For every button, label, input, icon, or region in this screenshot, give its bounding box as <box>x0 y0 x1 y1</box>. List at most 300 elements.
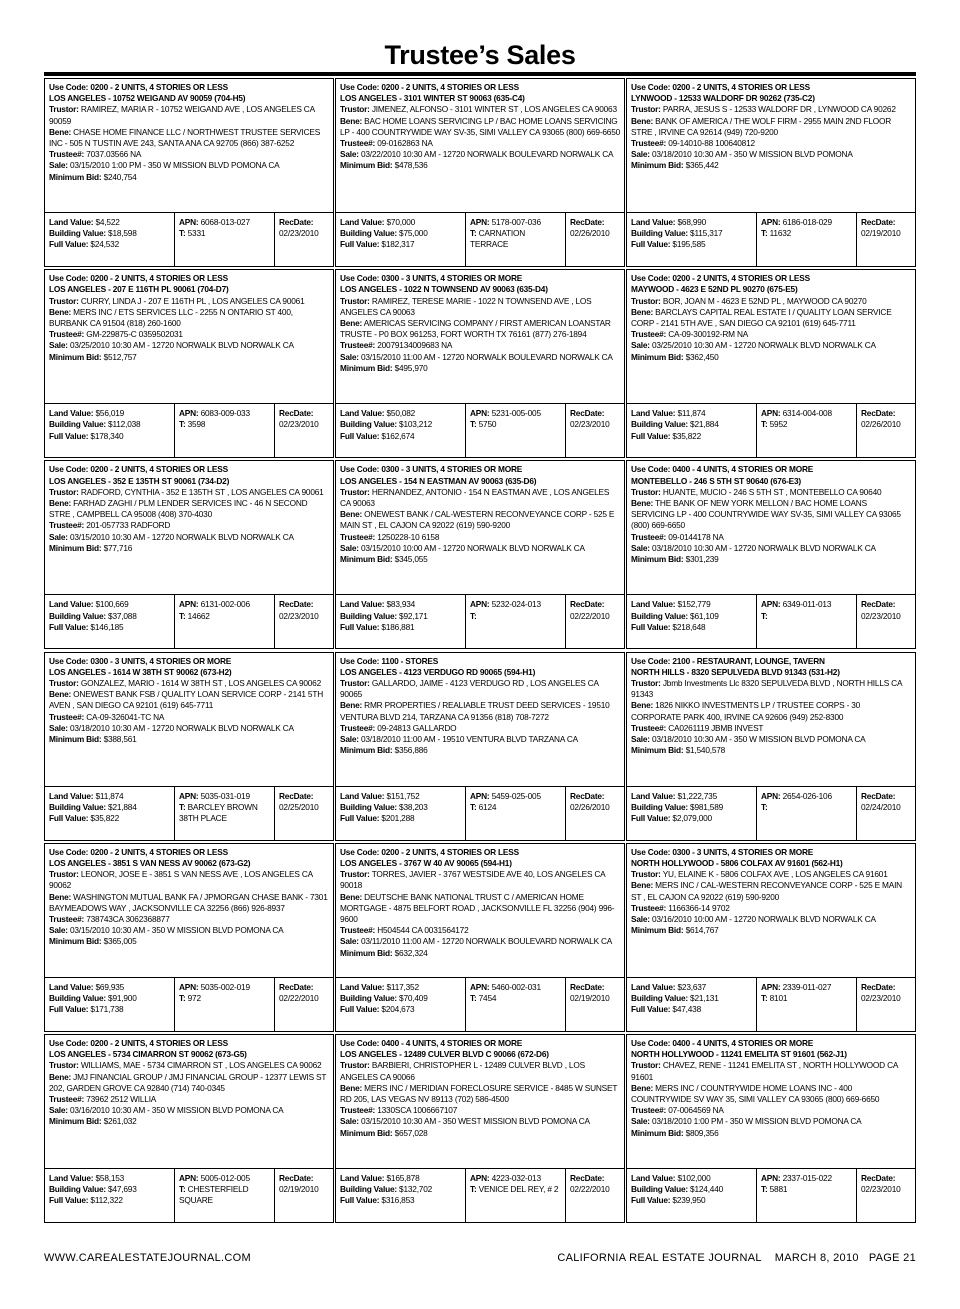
full-value-label: Full Value: <box>49 812 89 823</box>
tract-label: T: <box>761 801 768 812</box>
apn-cell <box>756 595 856 648</box>
trustee-number-value: 07-0064569 NA <box>668 1105 724 1116</box>
apn-label: APN: <box>179 790 199 801</box>
beneficiary <box>631 1083 912 1105</box>
beneficiary <box>49 307 330 329</box>
recdate-cell <box>856 787 915 840</box>
land-value-label: Land Value: <box>631 217 676 227</box>
land-value-value: $11,874 <box>677 408 706 419</box>
sale-info-value: 03/18/2010 11:00 AM - 19510 VENTURA BLVD TARZANA CA <box>360 733 578 744</box>
trustor-value: HERNANDEZ, ANTONIO - 154 N EASTMAN AVE , LOS ANGELES CA 90063 <box>340 486 610 508</box>
full-value-value: $204,673 <box>381 1004 415 1015</box>
minimum-bid <box>49 352 330 363</box>
recdate-value: 02/23/2010 <box>570 419 610 430</box>
trustee-number <box>49 712 330 723</box>
land-value <box>631 217 753 228</box>
building-value-label: Building Value: <box>340 610 397 621</box>
trustor <box>49 296 330 307</box>
apn-value: 5178-007-036 <box>491 217 541 227</box>
value-cell <box>45 404 174 457</box>
beneficiary <box>340 892 621 926</box>
use-code <box>631 847 912 858</box>
recdate-label: RecDate: <box>279 217 314 227</box>
recdate-cell <box>856 978 915 1031</box>
trustor <box>631 104 912 115</box>
record-details <box>45 844 333 977</box>
apn <box>470 791 562 802</box>
apn <box>179 791 271 802</box>
tract-label: T: <box>179 419 186 430</box>
trustor <box>340 1060 621 1082</box>
property-location-value: LOS ANGELES - 1614 W 38TH ST 90062 (673-H2) <box>49 666 232 677</box>
land-value <box>340 217 462 228</box>
building-value-value: $132,702 <box>399 1184 433 1195</box>
recdate-label: RecDate: <box>861 790 896 801</box>
property-location-value: LOS ANGELES - 5734 CIMARRON ST 90062 (673-G5) <box>49 1049 247 1060</box>
property-location <box>340 858 621 869</box>
land-value-value: $68,990 <box>677 217 707 227</box>
apn-label: APN: <box>761 981 781 992</box>
trustor-value: RAMIREZ, MARIA R - 10752 WEIGAND AVE , LOS ANGELES CA 90059 <box>49 104 315 126</box>
tract-value: 972 <box>187 992 201 1003</box>
land-value-value: $165,878 <box>386 1172 420 1183</box>
trustee-number-value: GM-229875-C 0359502031 <box>86 329 183 340</box>
trustee-number-value: 20079134009683 NA <box>377 340 453 351</box>
tract-label: T: <box>470 1184 477 1195</box>
use-code <box>340 656 621 667</box>
tract-label: T: <box>179 610 186 621</box>
recdate-value: 02/19/2010 <box>279 1184 319 1195</box>
use-code-value: Use Code: 1100 - STORES <box>340 655 439 666</box>
property-location <box>49 667 330 678</box>
building-value-value: $70,409 <box>399 992 428 1003</box>
value-cell <box>336 404 465 457</box>
apn-value: 5459-025-005 <box>491 790 541 801</box>
apn <box>761 599 853 610</box>
apn-cell <box>174 404 274 457</box>
apn-cell <box>465 1169 565 1222</box>
tract-value: 5881 <box>769 1184 788 1195</box>
trustor-label: Trustor: <box>631 295 661 306</box>
sale-info-label: Sale: <box>49 340 68 351</box>
minimum-bid <box>631 1128 912 1139</box>
trustor-value: GALLARDO, JAIME - 4123 VERDUGO RD , LOS ANGELES CA 90065 <box>340 677 599 700</box>
sale-info <box>49 925 330 936</box>
recdate-label: RecDate: <box>861 599 896 610</box>
trustee-number-value: 1166366-14 9702 <box>668 902 730 913</box>
beneficiary-label: Bene: <box>631 306 654 317</box>
recdate-label: RecDate: <box>570 599 605 610</box>
full-value-label: Full Value: <box>631 239 671 250</box>
minimum-bid-value: $388,561 <box>103 733 137 744</box>
full-value-label: Full Value: <box>631 1195 671 1206</box>
recdate-value: 02/22/2010 <box>279 992 319 1003</box>
building-value-label: Building Value: <box>340 228 397 239</box>
land-value-label: Land Value: <box>49 1172 94 1183</box>
minimum-bid-label: Minimum Bid: <box>631 554 684 564</box>
trustee-number-label: Trustee#: <box>631 138 667 149</box>
tract <box>179 1184 271 1206</box>
sale-info-label: Sale: <box>340 542 359 553</box>
apn-cell <box>756 404 856 457</box>
apn <box>470 217 562 228</box>
trustor-label: Trustor: <box>631 104 661 115</box>
building-value-value: $21,131 <box>690 992 719 1003</box>
minimum-bid <box>631 160 912 171</box>
beneficiary-value: FARHAD ZAGHI / PLM LENDER SERVICES INC - 46 N SECOND STRE , CAMPBELL CA 95008 (408) 370-4030 <box>49 497 308 520</box>
minimum-bid-value: $240,754 <box>103 171 137 182</box>
trustor-value: BOR, JOAN M - 4623 E 52ND PL , MAYWOOD CA 90270 <box>662 295 867 306</box>
tract-value: 3598 <box>187 419 206 430</box>
beneficiary-label: Bene: <box>340 891 363 902</box>
tract-label: T: <box>470 610 477 621</box>
apn-label: APN: <box>179 599 199 610</box>
trustor-value: RADFORD, CYNTHIA - 352 E 135TH ST , LOS ANGELES CA 90061 <box>80 486 324 497</box>
tract-label: T: <box>179 1184 186 1195</box>
building-value-label: Building Value: <box>340 801 397 812</box>
recdate-cell <box>565 787 624 840</box>
minimum-bid <box>49 936 330 947</box>
trustor <box>49 1060 330 1071</box>
property-location <box>631 93 912 104</box>
building-value-label: Building Value: <box>49 419 106 430</box>
property-location <box>340 667 621 678</box>
trustee-number-label: Trustee#: <box>340 531 376 542</box>
building-value-value: $38,203 <box>399 801 428 812</box>
property-location <box>631 667 912 678</box>
sale-info-label: Sale: <box>631 913 650 924</box>
use-code <box>340 82 621 93</box>
beneficiary-label: Bene: <box>631 700 654 711</box>
apn-value: 2654-026-106 <box>782 790 832 801</box>
land-value <box>631 408 753 419</box>
property-location-value: LYNWOOD - 12533 WALDORF DR 90262 (735-C2) <box>631 93 815 104</box>
value-cell <box>627 404 756 457</box>
apn <box>470 982 562 993</box>
trustor <box>49 678 330 689</box>
record-details <box>627 653 915 786</box>
building-value-value: $75,000 <box>399 228 428 239</box>
trustor-label: Trustor: <box>631 1060 661 1071</box>
building-value-label: Building Value: <box>631 228 688 239</box>
recdate-value: 02/23/2010 <box>279 419 319 430</box>
trustee-number-value: 09-0162863 NA <box>377 138 433 149</box>
use-code-value: Use Code: 0200 - 2 UNITS, 4 STORIES OR LESS <box>49 273 228 284</box>
use-code-value: Use Code: 0200 - 2 UNITS, 4 STORIES OR LESS <box>49 82 228 92</box>
beneficiary-value: ONEWEST BANK / CAL-WESTERN RECONVEYANCE CORP - 525 E MAIN ST , EL CAJON CA 92022 (619) 590-9200 <box>340 509 615 531</box>
apn-value: 5460-002-031 <box>491 981 541 992</box>
trustee-number <box>631 532 912 543</box>
beneficiary <box>340 116 621 138</box>
beneficiary-value: DEUTSCHE BANK NATIONAL TRUST C / AMERICAN HOME MORTGAGE - 4875 BELFORT ROAD , JACKSONVILLE FL 32256 (904) 996-9600 <box>340 891 615 924</box>
tract-value: 6124 <box>478 801 497 812</box>
trustor <box>49 487 330 498</box>
tract <box>761 802 853 813</box>
tract-label: T: <box>470 992 477 1003</box>
trustee-sale-record <box>335 269 625 458</box>
land-value-label: Land Value: <box>340 1172 385 1183</box>
building-value <box>340 419 462 430</box>
land-value-label: Land Value: <box>49 981 94 992</box>
use-code <box>631 656 912 667</box>
full-value-label: Full Value: <box>49 621 89 632</box>
record-values-footer <box>627 977 915 1031</box>
minimum-bid-label: Minimum Bid: <box>340 160 393 171</box>
recdate-cell <box>274 787 333 840</box>
sale-info-label: Sale: <box>340 936 359 947</box>
recdate-cell <box>274 1169 333 1222</box>
tract <box>761 419 853 430</box>
trustee-sale-record <box>44 269 334 458</box>
value-cell <box>45 595 174 648</box>
minimum-bid-value: $632,324 <box>394 947 428 958</box>
beneficiary <box>631 307 912 329</box>
building-value-label: Building Value: <box>340 992 397 1003</box>
use-code-value: Use Code: 0300 - 3 UNITS, 4 STORIES OR MORE <box>631 846 814 857</box>
land-value-value: $70,000 <box>386 217 416 227</box>
record-values-footer <box>627 212 915 266</box>
land-value-value: $11,874 <box>95 790 124 801</box>
trustee-number <box>49 520 330 531</box>
tract <box>761 993 853 1004</box>
use-code <box>340 273 621 284</box>
beneficiary <box>49 689 330 711</box>
apn-label: APN: <box>761 217 781 227</box>
recdate-label: RecDate: <box>570 1172 605 1183</box>
building-value <box>631 611 753 622</box>
land-value-label: Land Value: <box>631 790 676 801</box>
sale-info-label: Sale: <box>340 1116 359 1127</box>
building-value-value: $37,088 <box>108 610 137 621</box>
apn-cell <box>756 213 856 266</box>
full-value-value: $316,853 <box>381 1195 415 1206</box>
trustee-number-value: CA-09-300192-RM NA <box>668 329 749 340</box>
beneficiary <box>49 127 330 149</box>
trustor-label: Trustor: <box>49 677 79 688</box>
trustee-sale-record <box>335 843 625 1032</box>
full-value-label: Full Value: <box>340 621 380 632</box>
full-value <box>49 1195 171 1206</box>
beneficiary-label: Bene: <box>631 1082 654 1093</box>
trustee-number <box>340 138 621 149</box>
property-location <box>49 858 330 869</box>
beneficiary-label: Bene: <box>49 306 72 317</box>
recdate-value: 02/25/2010 <box>279 801 319 812</box>
land-value <box>340 599 462 610</box>
property-location-value: MONTEBELLO - 246 S 5TH ST 90640 (676-E3) <box>631 475 801 486</box>
land-value-label: Land Value: <box>340 981 385 992</box>
trustee-number <box>631 329 912 340</box>
full-value <box>631 622 753 633</box>
record-values-footer <box>627 1168 915 1222</box>
full-value <box>340 1195 462 1206</box>
trustor <box>340 869 621 891</box>
apn-label: APN: <box>761 599 781 610</box>
apn-label: APN: <box>470 408 490 419</box>
building-value-label: Building Value: <box>49 610 106 621</box>
tract <box>470 802 562 813</box>
land-value <box>631 791 753 802</box>
record-values-footer <box>627 786 915 840</box>
value-cell <box>336 978 465 1031</box>
use-code-value: Use Code: 0300 - 3 UNITS, 4 STORIES OR MORE <box>340 464 523 475</box>
full-value <box>340 813 462 824</box>
property-location-value: LOS ANGELES - 1022 N TOWNSEND AV 90063 (635-D4) <box>340 284 548 295</box>
building-value-label: Building Value: <box>340 1184 397 1195</box>
full-value-value: $35,822 <box>672 430 701 441</box>
recdate-value: 02/23/2010 <box>861 1184 901 1195</box>
minimum-bid <box>49 734 330 745</box>
full-value <box>631 431 753 442</box>
record-details <box>336 1035 624 1168</box>
land-value <box>49 217 171 228</box>
recdate-cell <box>274 213 333 266</box>
trustor-value: GONZALEZ, MARIO - 1614 W 38TH ST , LOS ANGELES CA 90062 <box>80 677 322 688</box>
recdate-cell <box>856 404 915 457</box>
sale-info <box>340 352 621 363</box>
tract <box>470 611 562 622</box>
trustee-number <box>631 138 912 149</box>
full-value-label: Full Value: <box>340 1195 380 1206</box>
land-value <box>631 1173 753 1184</box>
trustor-label: Trustor: <box>49 104 79 115</box>
records-grid <box>44 78 916 1228</box>
record-values-footer <box>627 594 915 648</box>
minimum-bid-value: $356,886 <box>394 745 428 756</box>
value-cell <box>336 1169 465 1222</box>
trustee-number-value: 09-14010-88 100640812 <box>668 138 755 149</box>
recdate-value: 02/26/2010 <box>570 801 610 812</box>
sale-info-value: 03/15/2010 11:00 AM - 12720 NORWALK BOULEVARD NORWALK CA <box>360 351 613 362</box>
recdate-value: 02/23/2010 <box>279 228 319 239</box>
use-code <box>340 1038 621 1049</box>
land-value <box>631 982 753 993</box>
building-value-value: $91,900 <box>108 992 137 1003</box>
tract-label: T: <box>179 228 186 239</box>
minimum-bid <box>340 745 621 756</box>
trustee-number-label: Trustee#: <box>631 902 667 913</box>
tract <box>470 1184 562 1195</box>
tract-label: T: <box>470 801 477 812</box>
minimum-bid-value: $614,767 <box>685 925 719 936</box>
property-location-value: NORTH HOLLYWOOD - 5806 COLFAX AV 91601 (562-H1) <box>631 857 843 868</box>
building-value-label: Building Value: <box>49 228 106 239</box>
beneficiary <box>340 318 621 340</box>
property-location-value: NORTH HOLLYWOOD - 11241 EMELITA ST 91601 (562-J1) <box>631 1049 847 1060</box>
trustor-value: TORRES, JAVIER - 3767 WESTSIDE AVE 40, LOS ANGELES CA 90018 <box>340 869 606 891</box>
trustor-label: Trustor: <box>49 486 79 497</box>
trustor-value: Jbmb Investments Llc 8320 SEPULVEDA BLVD , NORTH HILLS CA 91343 <box>631 677 902 700</box>
trustee-number-label: Trustee#: <box>49 1093 85 1104</box>
apn-cell <box>465 213 565 266</box>
use-code <box>49 656 330 667</box>
trustor <box>631 296 912 307</box>
tract-value: 14662 <box>187 610 210 621</box>
use-code <box>49 1038 330 1049</box>
tract <box>470 419 562 430</box>
recdate-value: 02/19/2010 <box>861 228 901 239</box>
tract-label: T: <box>761 228 768 239</box>
apn-cell <box>465 404 565 457</box>
full-value <box>49 431 171 442</box>
tract-label: T: <box>470 419 477 430</box>
beneficiary-value: MERS INC / MERIDIAN FORECLOSURE SERVICE - 8485 W SUNSET RD 205, LAS VEGAS NV 89113 (702) 586-4500 <box>340 1082 618 1104</box>
land-value <box>49 408 171 419</box>
use-code-value: Use Code: 0200 - 2 UNITS, 4 STORIES OR LESS <box>49 1037 228 1048</box>
building-value <box>631 1184 753 1195</box>
apn-cell <box>174 978 274 1031</box>
minimum-bid-value: $512,757 <box>103 351 137 362</box>
use-code-value: Use Code: 0200 - 2 UNITS, 4 STORIES OR LESS <box>340 846 519 857</box>
record-details <box>336 79 624 212</box>
apn-label: APN: <box>761 790 781 801</box>
trustor-label: Trustor: <box>340 295 370 306</box>
use-code <box>631 82 912 93</box>
building-value-label: Building Value: <box>49 1184 106 1195</box>
record-details <box>627 461 915 594</box>
beneficiary-label: Bene: <box>340 115 363 126</box>
trustee-number-value: 73962 2512 WILLIA <box>86 1093 157 1104</box>
beneficiary-label: Bene: <box>340 509 363 520</box>
sale-info-value: 03/11/2010 11:00 AM - 12720 NORWALK BOULEVARD NORWALK CA <box>360 936 613 947</box>
trustor-label: Trustor: <box>340 104 370 115</box>
sale-info-label: Sale: <box>631 1116 650 1127</box>
trustee-number-value: 09-24813 GALLARDO <box>377 722 457 733</box>
building-value-value: $112,038 <box>108 419 141 430</box>
tract-value: VENICE DEL REY, # 2 <box>478 1184 559 1195</box>
sale-info-label: Sale: <box>49 531 68 542</box>
apn-value: 6314-004-008 <box>782 408 832 419</box>
trustee-sale-record <box>44 1034 334 1223</box>
use-code <box>49 847 330 858</box>
apn-label: APN: <box>470 599 490 610</box>
full-value <box>340 1004 462 1015</box>
recdate-value: 02/26/2010 <box>570 228 610 239</box>
trustor-label: Trustor: <box>49 1060 79 1071</box>
use-code <box>340 464 621 475</box>
sale-info-value: 03/25/2010 10:30 AM - 12720 NORWALK BLVD NORWALK CA <box>69 340 294 351</box>
beneficiary-value: BARCLAYS CAPITAL REAL ESTATE I / QUALITY LOAN SERVICE CORP - 2141 5TH AVE , SAN DIEGO CA 92101 (619) 645-7711 <box>631 306 892 328</box>
minimum-bid-label: Minimum Bid: <box>49 936 102 947</box>
use-code <box>631 273 912 284</box>
apn <box>179 217 271 228</box>
trustee-sale-record <box>626 652 916 841</box>
record-details <box>336 461 624 594</box>
minimum-bid-value: $362,450 <box>685 351 719 362</box>
full-value <box>340 239 462 250</box>
full-value-value: $162,674 <box>381 430 415 441</box>
full-value <box>631 813 753 824</box>
trustee-sale-record <box>44 652 334 841</box>
beneficiary <box>631 498 912 532</box>
use-code <box>49 464 330 475</box>
sale-info-value: 03/18/2010 10:30 AM - 350 W MISSION BLVD POMONA <box>651 149 853 160</box>
full-value <box>49 1004 171 1015</box>
building-value-label: Building Value: <box>49 801 106 812</box>
record-details <box>45 653 333 786</box>
minimum-bid-value: $495,970 <box>394 362 428 373</box>
land-value <box>49 982 171 993</box>
trustee-number-value: CA-09-326041-TC NA <box>86 711 165 722</box>
minimum-bid <box>340 160 621 171</box>
minimum-bid-label: Minimum Bid: <box>340 947 393 958</box>
trustor <box>631 1060 912 1082</box>
minimum-bid-value: $1,540,578 <box>685 745 726 756</box>
minimum-bid-label: Minimum Bid: <box>631 351 684 362</box>
trustee-number <box>49 1094 330 1105</box>
sale-info <box>631 340 912 351</box>
use-code-value: Use Code: 0200 - 2 UNITS, 4 STORIES OR LESS <box>340 82 519 92</box>
